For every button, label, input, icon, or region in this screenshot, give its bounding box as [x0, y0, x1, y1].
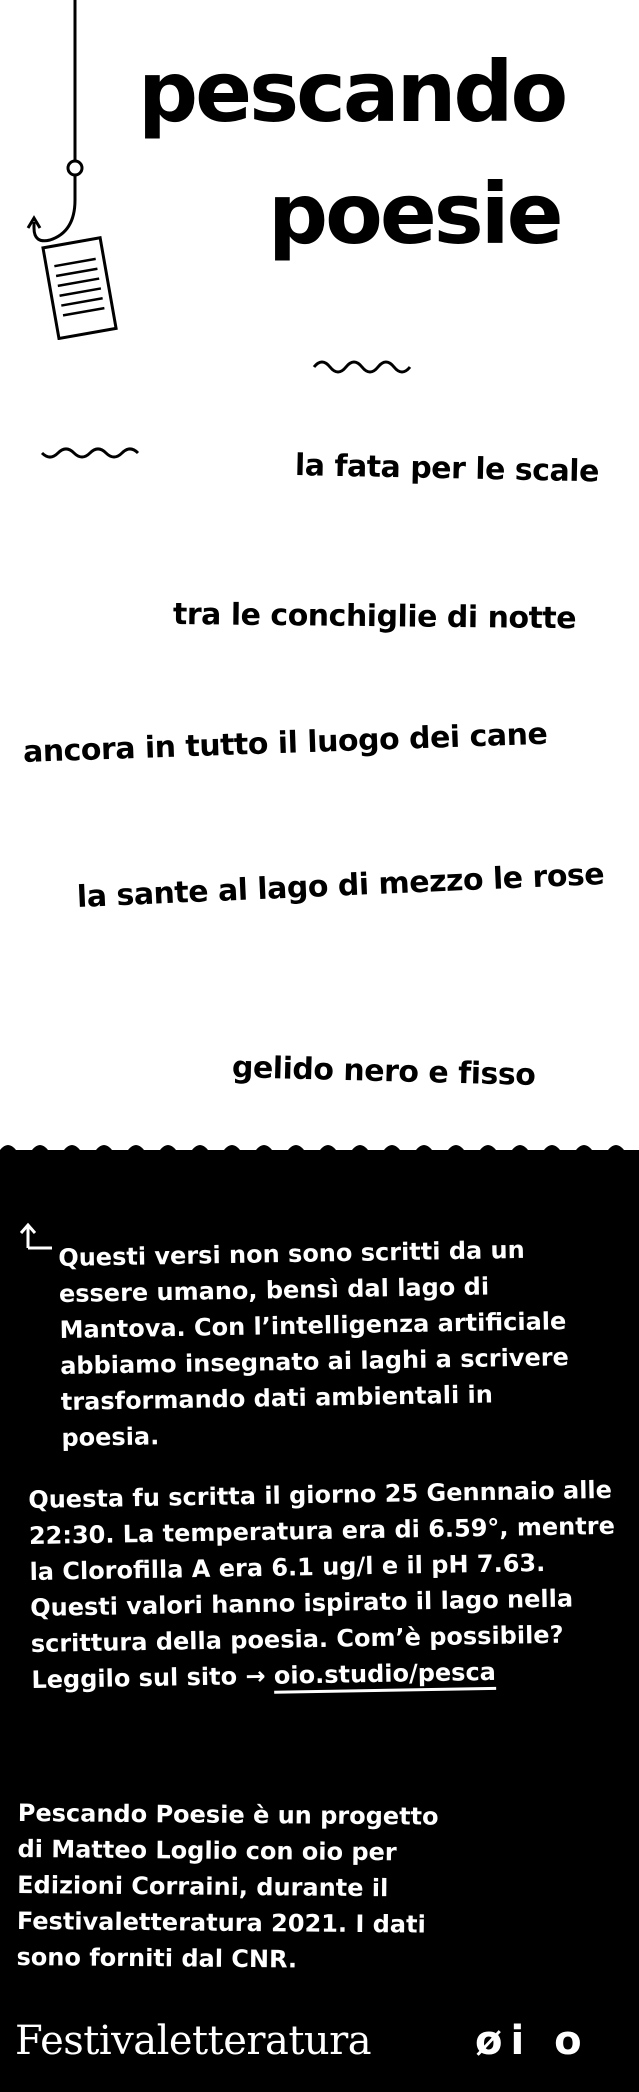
details-text	[28, 1472, 622, 1698]
oio-logo: øi o	[475, 2018, 590, 2064]
fishing-hook-icon	[20, 0, 130, 340]
title-line-2: poesie	[268, 165, 561, 263]
festivaletteratura-logo: Festivaletteratura	[15, 2018, 372, 2064]
wave-squiggle-icon	[40, 443, 146, 463]
wave-edge	[0, 1138, 639, 1162]
poem-line: la sante al lago di mezzo le rose	[76, 857, 605, 915]
credits-text: Pescando Poesie è un progetto di Matteo Loglio con oio per Edizioni Corraini, durante il Festivaletteratura 2021. I dati sono forniti dal CNR.	[16, 1798, 439, 1974]
poem-line: la fata per le scale	[294, 448, 600, 490]
title-line-1: pescando	[138, 43, 566, 141]
wave-squiggle-icon	[312, 355, 418, 375]
poem-line: ancora in tutto il luogo dei cane	[22, 716, 548, 770]
read-prefix: Leggilo sul sito →	[31, 1661, 266, 1694]
details-body: Questa fu scritta il giorno 25 Gennnaio alle 22:30. La temperatura era di 6.59°, mentre la Clorofilla A era 6.1 ug/l e il pH 7.63. Questi valori hanno ispirato il lago nella scrittura della poesia. Com’è possibile?	[28, 1475, 616, 1658]
poem-line: gelido nero e fisso	[231, 1050, 536, 1093]
intro-text: Questi versi non sono scritti da un essere umano, bensì dal lago di Mantova. Con l’intelligenza artificiale abbiamo insegnato ai laghi a scrivere trasformando dati ambientali in poesia.	[58, 1235, 570, 1452]
site-link[interactable]: oio.studio/pesca	[273, 1657, 497, 1690]
poem-line: tra le conchiglie di notte	[172, 597, 577, 637]
arrow-up-left-icon	[18, 1220, 54, 1252]
